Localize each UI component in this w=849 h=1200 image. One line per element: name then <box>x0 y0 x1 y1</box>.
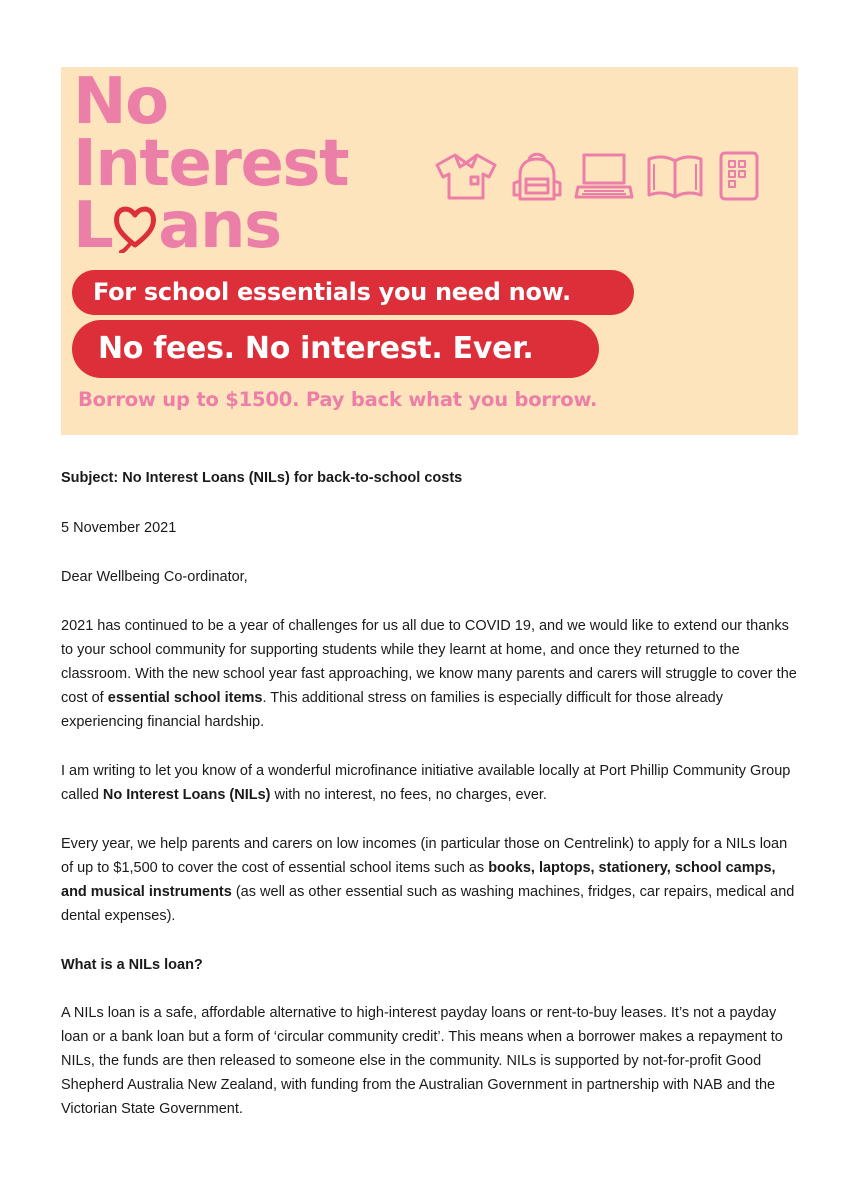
p1-bold: essential school items <box>107 690 263 706</box>
title-line-2: Interest <box>73 127 349 201</box>
p2-text-2: with no interest, no fees, no charges, ever. <box>270 787 547 803</box>
paragraph-initiative <box>61 759 801 807</box>
letter-date: 5 November 2021 <box>61 520 177 536</box>
banner-title <box>73 65 349 263</box>
backpack-icon <box>510 149 564 203</box>
p3-text-1: Every year, we help parents and carers on low incomes (in particular those on Centrelink) to apply for a NILs loan of up to $1,500 to cover the cost of essential school items such as <box>61 836 788 876</box>
p3-text-2: (as well as other essential such as washing machines, fridges, car repairs, medical and dental expenses). <box>61 884 795 924</box>
p2-text-1: I am writing to let you know of a wonderful microfinance initiative available locally at Port Phillip Community Group called <box>61 763 791 803</box>
heart-icon <box>113 201 157 253</box>
title-line-3-prefix: L <box>73 189 113 263</box>
tagline-no-fees: No fees. No interest. Ever. <box>72 320 599 378</box>
calculator-icon <box>715 150 763 202</box>
school-items-icons <box>433 149 763 203</box>
p3-bold: books, laptops, stationery, school camps, and musical instruments <box>61 860 776 900</box>
tagline-school-essentials: For school essentials you need now. <box>72 270 634 315</box>
letter-greeting: Dear Wellbeing Co-ordinator, <box>61 569 248 585</box>
borrow-line: Borrow up to $1500. Pay back what you borrow. <box>78 388 598 411</box>
book-icon <box>645 151 705 201</box>
section-heading: What is a NILs loan? <box>61 957 203 973</box>
laptop-icon <box>574 151 634 201</box>
p2-bold: No Interest Loans (NILs) <box>102 787 271 803</box>
subject-text: Subject: No Interest Loans (NILs) for back-to-school costs <box>61 470 463 486</box>
letter-body <box>61 466 801 1146</box>
letter-subject <box>61 466 801 490</box>
promo-banner <box>61 67 798 435</box>
paragraph-what-is: A NILs loan is a safe, affordable alternative to high-interest payday loans or rent-to-buy leases. It’s not a payday loan or a bank loan but a form of ‘circular community credit’. This means when a borrower makes a repayment to NILs, the funds are then released to someone else in the community. NILs is supported by not-for-profit Good Shepherd Australia New Zealand, with funding from the Australian Government in partnership with NAB and the Victorian State Government. <box>61 1005 783 1117</box>
title-line-3-suffix: ans <box>158 189 281 263</box>
paragraph-help <box>61 832 801 928</box>
p1-text-1: 2021 has continued to be a year of challenges for us all due to COVID 19, and we would like to extend our thanks to your school community for supporting students while they learnt at home, and once they returned to the classroom. With the new school year fast approaching, we know many parents and carers will struggle to cover the cost of <box>61 618 797 706</box>
title-line-1: No <box>73 65 168 139</box>
paragraph-covid <box>61 614 801 734</box>
p1-text-2: . This additional stress on families is especially difficult for those already experiencing financial hardship. <box>61 690 723 730</box>
shirt-icon <box>433 151 499 201</box>
title-line-3 <box>73 189 348 263</box>
